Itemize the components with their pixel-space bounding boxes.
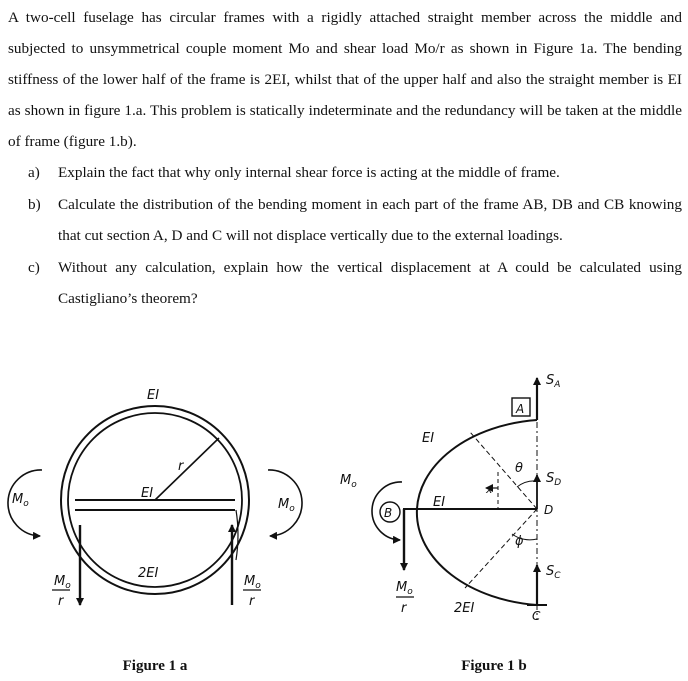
label-member-ei: EI <box>433 495 446 510</box>
inner-arc-right <box>236 510 238 560</box>
question-b-label: b) <box>28 195 41 213</box>
label-shear-sd: $S_D$ <box>546 471 562 488</box>
label-moment-right: $M_o$ <box>278 497 295 514</box>
label-upper-ei: EI <box>422 431 435 446</box>
label-shear-right-den: r <box>249 594 255 609</box>
problem-intro: A two-cell fuselage has circular frames with a rigidly attached straight member across the middle and subjected to unsymmetrical couple moment Mo and shear load Mo/r as shown in Figure 1a. The bending stiffness of the lower half of the frame is 2EI, whilst that of the upper half and also the straight member is EI as shown in figure 1.a. This problem is statically indeterminate and the redundancy will be taken at the middle of frame (figure 1.b). <box>8 9 682 150</box>
label-upper-ei: EI <box>147 388 160 403</box>
point-c-label: C <box>532 609 541 623</box>
label-shear-left-num: $M_o$ <box>54 574 71 591</box>
label-x: x <box>486 483 493 496</box>
label-radius: r <box>178 459 184 474</box>
angle-ray-phi <box>465 509 537 588</box>
label-shear-left-den: r <box>58 594 64 609</box>
label-lower-2ei: 2EI <box>454 601 475 616</box>
label-shear-sc: $S_C$ <box>546 564 561 581</box>
figure-1b-labels <box>340 373 561 623</box>
question-c-label: c) <box>28 258 40 276</box>
label-moment-b: $M_o$ <box>340 473 357 490</box>
label-shear-b-num: $M_o$ <box>396 580 413 597</box>
question-a-label: a) <box>28 164 40 181</box>
radius-line <box>155 438 219 500</box>
label-lower-2ei: 2EI <box>138 566 159 581</box>
half-frame-arc <box>417 420 537 605</box>
label-shear-b-den: r <box>401 601 407 616</box>
figure-1b-caption: Figure 1 b <box>461 658 527 674</box>
question-c-text: Without any calculation, explain how the vertical displacement at A could be calculated using Castigliano’s theorem? <box>58 258 682 307</box>
point-b-label: B <box>384 506 393 520</box>
label-moment-left: $M_o$ <box>12 492 29 509</box>
point-a-label: A <box>516 402 525 416</box>
theta-arc <box>517 481 537 487</box>
question-b-text: Calculate the distribution of the bending moment in each part of the frame AB, DB and CB knowing that cut section A, D and C will not displace vertically due to the external loadings. <box>58 195 682 244</box>
angle-ray-theta <box>470 432 537 509</box>
label-member-ei: EI <box>141 486 154 501</box>
figure-1a-labels <box>12 388 295 609</box>
label-shear-sa: $S_A$ <box>546 373 561 390</box>
label-shear-right-num: $M_o$ <box>244 574 261 591</box>
label-phi: ϕ <box>515 534 524 549</box>
figure-1a-caption: Figure 1 a <box>122 658 188 674</box>
question-a-text: Explain the fact that why only internal shear force is acting at the middle of frame. <box>58 164 560 181</box>
label-theta: θ <box>515 461 523 476</box>
point-d-label: D <box>544 503 554 517</box>
